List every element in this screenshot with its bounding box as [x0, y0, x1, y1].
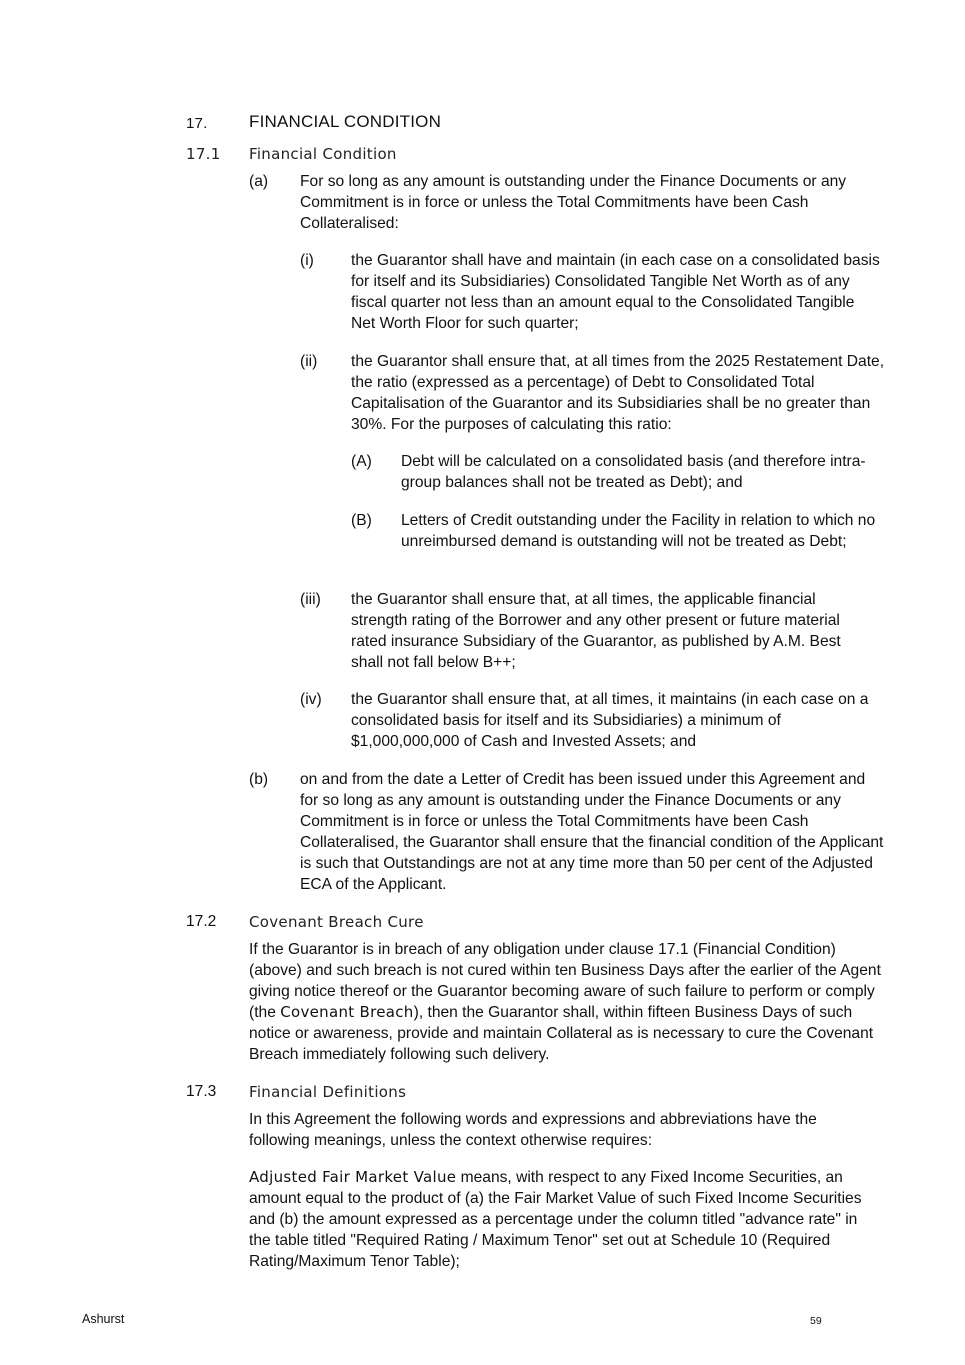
para-B-text: Letters of Credit outstanding under the Facility in relation to which no unreimbursed demand is outstanding will not be treated as Debt; [401, 512, 876, 550]
para-iv-label: (iv) [300, 691, 322, 708]
subclause-17-2-text [249, 939, 881, 1065]
clause-title: FINANCIAL CONDITION [249, 112, 442, 131]
definitions-intro: In this Agreement the following words and expressions and abbreviations have the following meanings, unless the context otherwise requires: [249, 1111, 817, 1149]
para-i-label: (i) [300, 252, 314, 269]
para-A-label: (A) [351, 453, 372, 470]
para-i-text: the Guarantor shall have and maintain (in each case on a consolidated basis for itself and its Subsidiaries) Consolidated Tangible Net Worth as of any fiscal quarter not less than an amount equal to the Consolidated Tangible Net Worth Floor for such quarter; [351, 252, 880, 332]
cure-text-before: If the Guarantor is in breach of any obligation under clause 17.1 (Financial Condition) (above) and such breach is not cured within ten Business Days after the earlier of the Agent giving notice thereof or the Guarantor becoming aware of such failure to perform or comply (the [249, 941, 881, 1021]
para-iii-label: (iii) [300, 591, 321, 608]
subclause-17-3-title: Financial Definitions [249, 1083, 407, 1101]
definition-text: means, with respect to any Fixed Income Securities, an amount equal to the product of (a) the Fair Market Value of such Fixed Income Securities and (b) the amount expressed as a percentage under the column titled "advance rate" in the table titled "Required Rating / Maximum Tenor" set out at Schedule 10 (Required Rating/Maximum Tenor Table); [249, 1169, 862, 1270]
para-A-text: Debt will be calculated on a consolidated basis (and therefore intra-group balances shall not be treated as Debt); and [401, 453, 866, 491]
clause-number: 17. [186, 115, 208, 132]
subclause-17-1-number: 17.1 [186, 145, 221, 163]
para-a-label: (a) [249, 173, 269, 190]
definition-adjusted-fair-market-value [249, 1167, 869, 1272]
para-ii-text: the Guarantor shall ensure that, at all times from the 2025 Restatement Date, the ratio (expressed as a percentage) of Debt to Consolidated Total Capitalisation of the Guarantor and its Subsidiaries shall be no greater than 30%. For the purposes of calculating this ratio: [351, 353, 885, 433]
para-ii-label: (ii) [300, 353, 318, 370]
para-iii-text: the Guarantor shall ensure that, at all times, the applicable financial strength rating of the Borrower and any other present or future material rated insurance Subsidiary of the Guarantor, as published by A.M. Best shall not fall below B++; [351, 591, 841, 671]
subclause-17-1-title: Financial Condition [249, 145, 397, 163]
para-b-text: on and from the date a Letter of Credit has been issued under this Agreement and for so long as any amount is outstanding under the Finance Documents or any Commitment is in force or unless the Total Commitments have been Cash Collateralised, the Guarantor shall ensure that the financial condition of the Applicant is such that Outstandings are not at any time more than 50 per cent of the Adjusted ECA of the Applicant. [300, 771, 884, 893]
para-b-label: (b) [249, 771, 269, 788]
para-a-text: For so long as any amount is outstanding under the Finance Documents or any Commitment is in force or unless the Total Commitments have been Cash Collateralised: [300, 173, 847, 232]
para-B-label: (B) [351, 512, 372, 529]
defined-term-adjusted-fair-market-value: Adjusted Fair Market Value [249, 1168, 457, 1186]
footer-firm-name: Ashurst [82, 1312, 125, 1326]
defined-term-covenant-breach: Covenant Breach [280, 1003, 414, 1021]
para-iv-text: the Guarantor shall ensure that, at all times, it maintains (in each case on a consolidated basis for itself and its Subsidiaries) a minimum of $1,000,000,000 of Cash and Invested Assets; and [351, 691, 869, 750]
subclause-17-3-number: 17.3 [186, 1083, 217, 1100]
subclause-17-2-title: Covenant Breach Cure [249, 913, 424, 931]
page-number: 59 [810, 1315, 822, 1327]
cure-text-after: ), then the Guarantor shall, within fifteen Business Days of such notice or awareness, provide and maintain Collateral as is necessary to cure the Covenant Breach immediately following such delivery. [249, 1004, 874, 1063]
subclause-17-2-number: 17.2 [186, 913, 217, 930]
